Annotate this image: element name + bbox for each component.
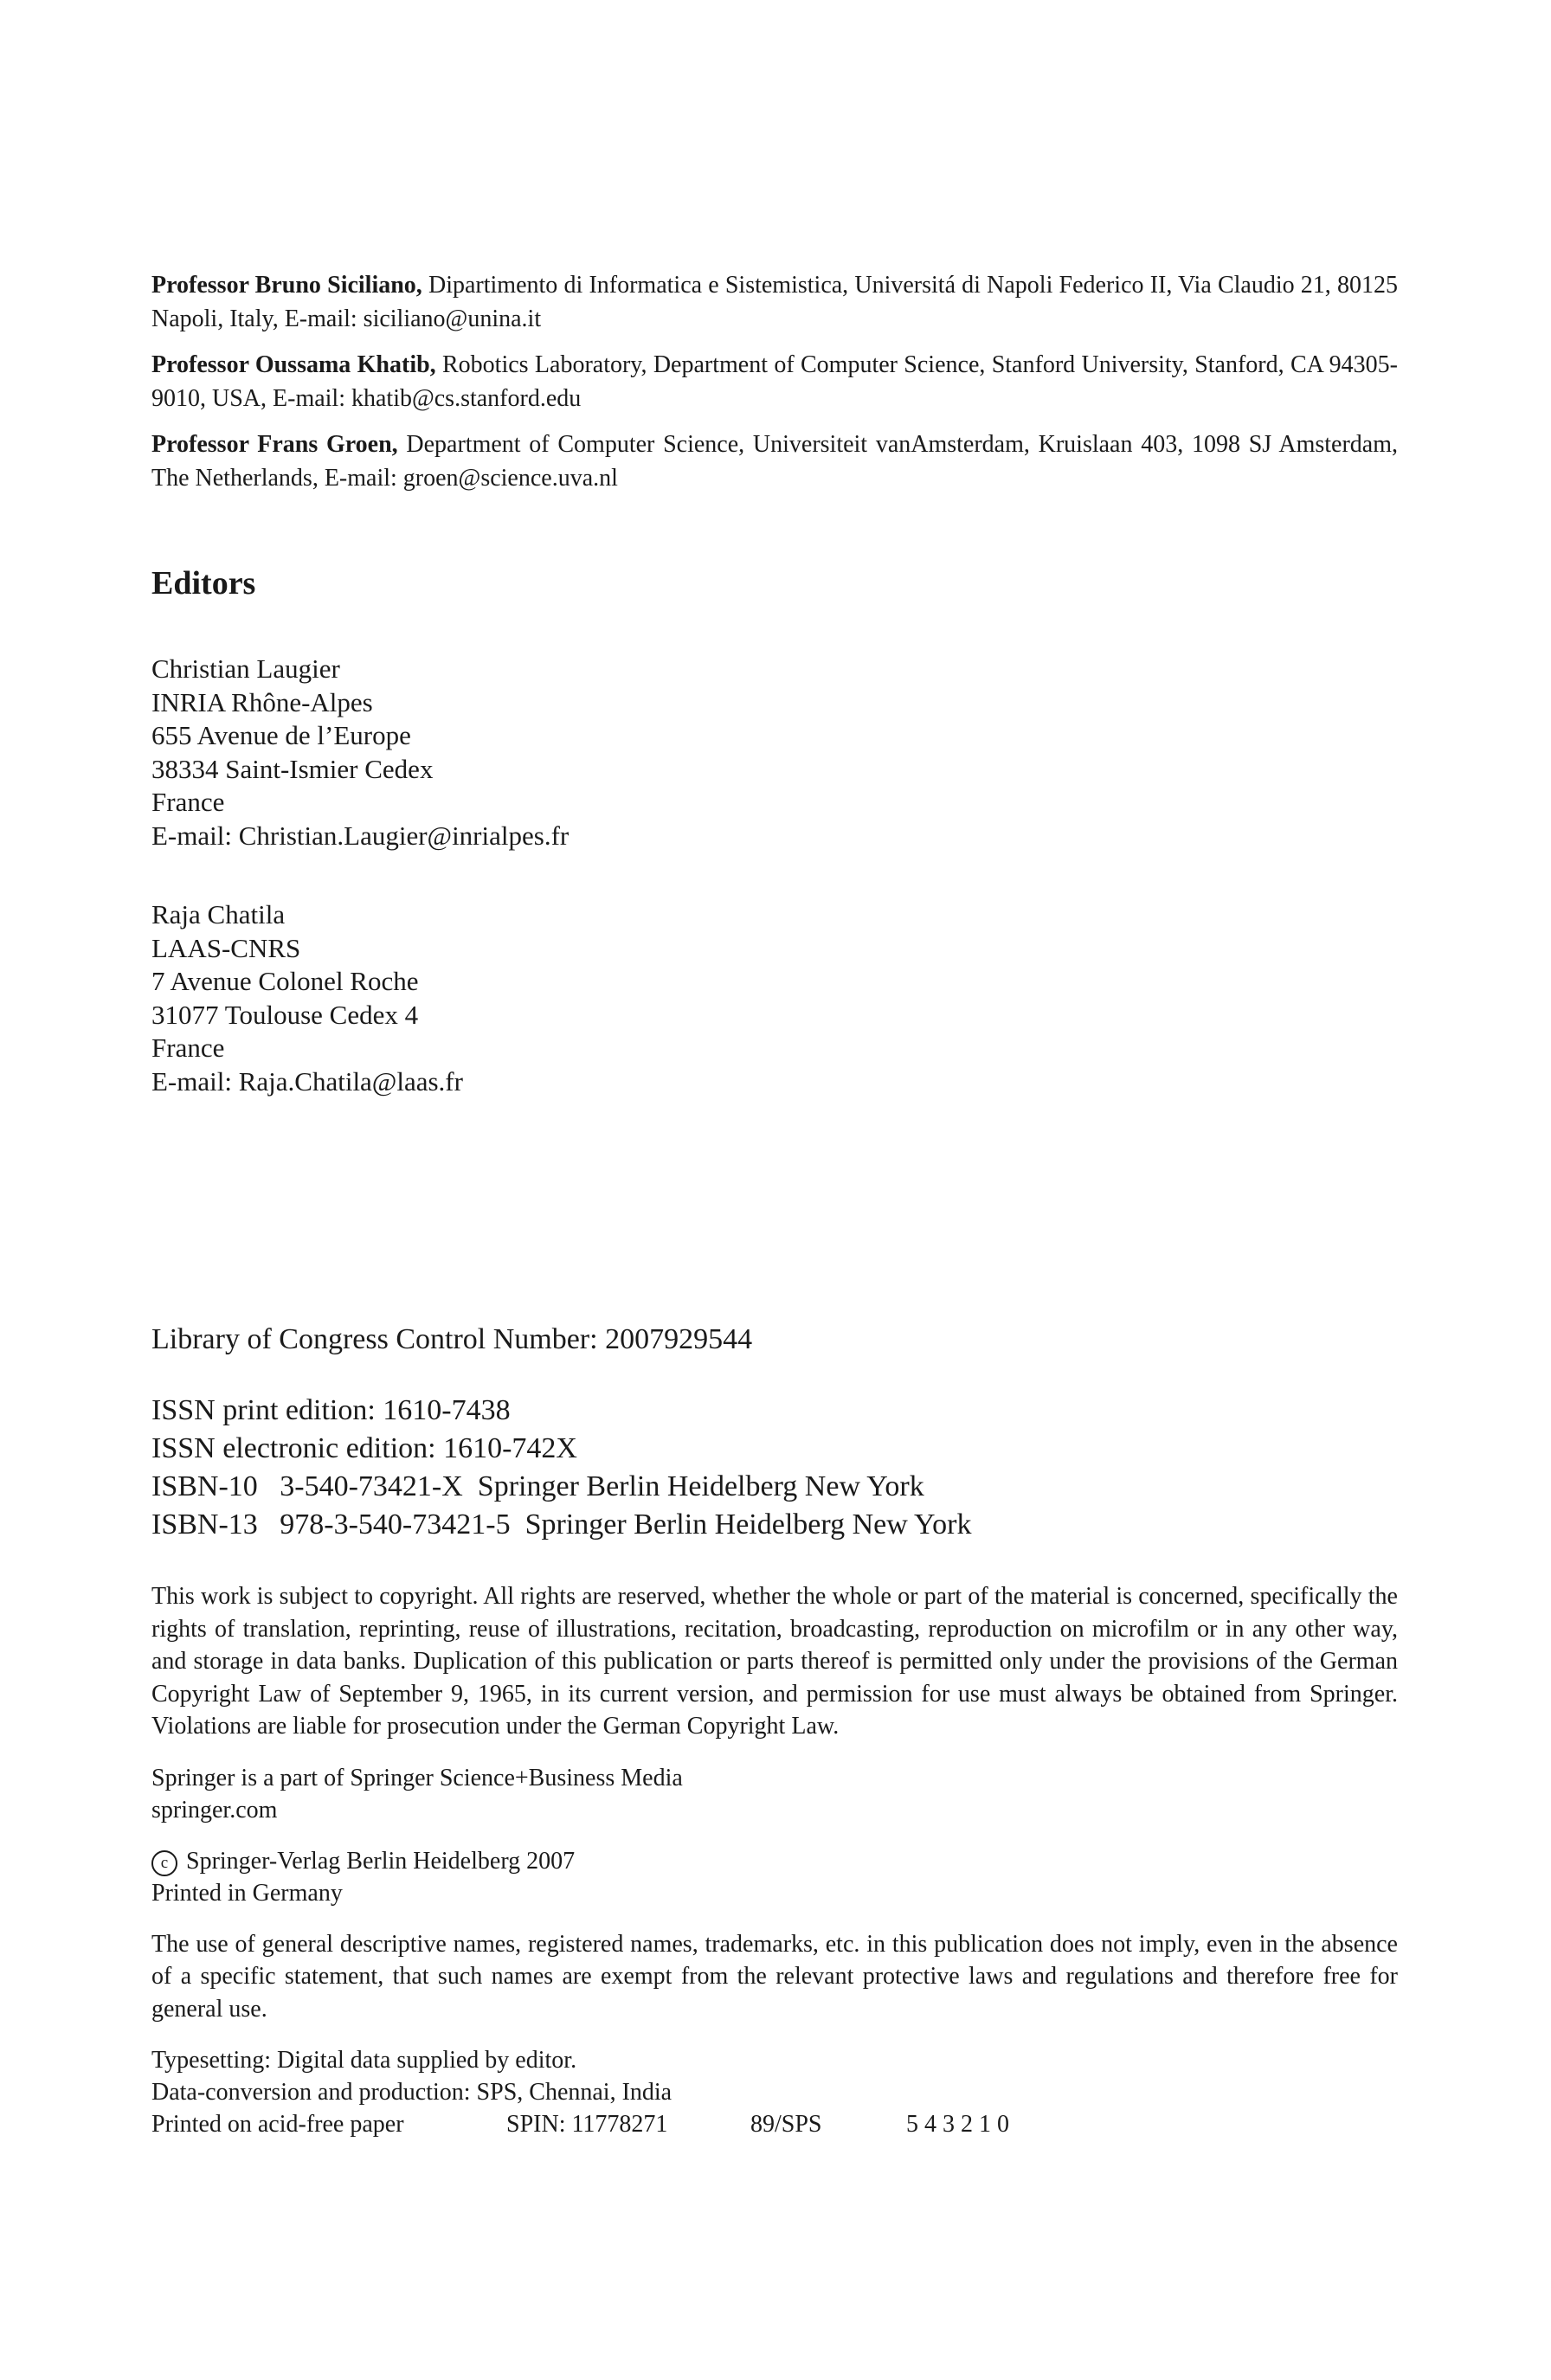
editor-name: Raja Chatila <box>151 899 286 929</box>
production-block <box>151 2044 1398 2140</box>
editor-name: Christian Laugier <box>151 653 340 684</box>
series-editor-name: Professor Bruno Siciliano, <box>151 272 422 299</box>
issn-isbn-block <box>151 1392 1398 1544</box>
library-of-congress-number: Library of Congress Control Number: 2007929544 <box>151 1323 753 1355</box>
sps-code: 89/SPS <box>750 2111 822 2138</box>
isbn-13: ISBN-13 978-3-540-73421-5 Springer Berlin Heidelberg New York <box>151 1508 972 1541</box>
series-editor-entry <box>151 268 1398 336</box>
copyright-holder-block <box>151 1845 1398 1909</box>
copyright-notice: This work is subject to copyright. All rights are reserved, whether the whole or part of the material is concerned, specifically the rights of translation, reprinting, reuse of illustrations, recitation, broadcasting, reproduction on microfilm or in any other way, and storage in data banks. Duplication of this publication or parts thereof is permitted only under the provisions of the German Copyright Law of September 9, 1965, in its current version, and permission for use must always be obtained from Springer. Violations are liable for prosecution under the German Copyright Law. <box>151 1583 1398 1740</box>
editor-street: 7 Avenue Colonel Roche <box>151 966 419 996</box>
copyright-page <box>151 268 1398 2140</box>
editor-institution: LAAS-CNRS <box>151 932 301 963</box>
series-editor-entry <box>151 428 1398 495</box>
editor-address-block <box>151 898 1398 1098</box>
editors-heading: Editors <box>151 565 256 601</box>
editor-email: E-mail: Christian.Laugier@inrialpes.fr <box>151 820 570 851</box>
series-editor-name: Professor Oussama Khatib, <box>151 351 436 378</box>
series-editor-details: Dipartimento di Informatica e Sistemistica, Universitá di Napoli Federico II, Via Claudio 21, 80125 Napoli, Italy, E-mail: siciliano@unina.it <box>151 272 1398 332</box>
editor-address-block <box>151 653 1398 852</box>
editor-email: E-mail: Raja.Chatila@laas.fr <box>151 1065 463 1097</box>
copyright-holder: Springer-Verlag Berlin Heidelberg 2007 <box>186 1847 576 1875</box>
spin-number: SPIN: 11778271 <box>506 2111 668 2138</box>
series-editor-name: Professor Frans Groen, <box>151 431 398 458</box>
springer-website: springer.com <box>151 1796 278 1824</box>
print-run: 5 4 3 2 1 0 <box>906 2111 1009 2138</box>
editor-institution: INRIA Rhône-Alpes <box>151 686 373 717</box>
printing-info-line <box>151 2108 1398 2140</box>
copyright-icon: c <box>151 1850 177 1876</box>
data-conversion-line: Data-conversion and production: SPS, Chennai, India <box>151 2079 673 2106</box>
editor-street: 655 Avenue de l’Europe <box>151 720 411 750</box>
springer-media-line: Springer is a part of Springer Science+Business Media <box>151 1764 683 1791</box>
publisher-block <box>151 1762 1398 1826</box>
issn-electronic: ISSN electronic edition: 1610-742X <box>151 1432 577 1464</box>
series-editor-entry <box>151 348 1398 415</box>
isbn-10: ISBN-10 3-540-73421-X Springer Berlin Heidelberg New York <box>151 1470 924 1502</box>
printed-in: Printed in Germany <box>151 1879 343 1907</box>
issn-print: ISSN print edition: 1610-7438 <box>151 1394 511 1426</box>
acid-free-paper: Printed on acid-free paper <box>151 2111 404 2138</box>
typesetting-line: Typesetting: Digital data supplied by editor. <box>151 2047 577 2074</box>
editor-country: France <box>151 1032 225 1063</box>
series-editor-details: Robotics Laboratory, Department of Computer Science, Stanford University, Stanford, CA 94305-9010, USA, E-mail: khatib@cs.stanford.edu <box>151 351 1398 412</box>
trademark-notice: The use of general descriptive names, registered names, trademarks, etc. in this publication does not imply, even in the absence of a specific statement, that such names are exempt from the relevant protective laws and regulations and therefore free for general use. <box>151 1930 1398 2023</box>
editor-country: France <box>151 787 225 817</box>
editor-city: 38334 Saint-Ismier Cedex <box>151 753 434 784</box>
editor-city: 31077 Toulouse Cedex 4 <box>151 999 419 1030</box>
series-editor-details: Department of Computer Science, Universiteit vanAmsterdam, Kruislaan 403, 1098 SJ Amsterdam, The Netherlands, E-mail: groen@science.uva.nl <box>151 431 1398 492</box>
